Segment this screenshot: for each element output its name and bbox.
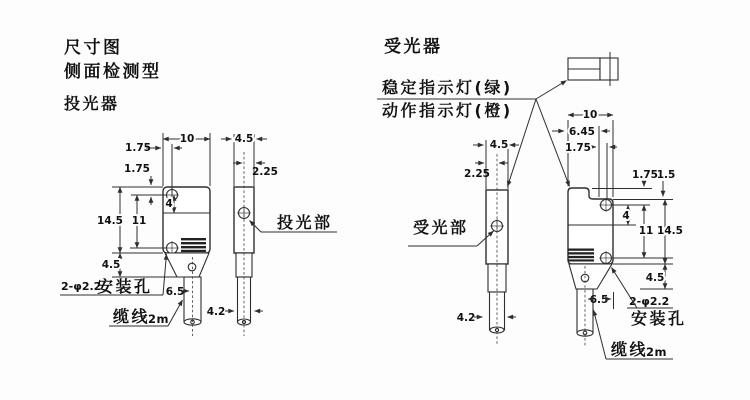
- dim-receiver-hole-spec: 2-φ2.2: [629, 295, 670, 308]
- dim-receiver-hole-pitch: 11: [638, 225, 654, 237]
- dim-receiver-step-height: 1.75: [632, 169, 658, 181]
- dim-emitter-cable-offset: 6.5: [165, 286, 185, 298]
- dim-receiver-notch-width: 6.45: [569, 126, 595, 138]
- receiver-mounting-hole-leader: [612, 268, 638, 309]
- dim-receiver-axis-offset: 4: [622, 210, 630, 222]
- dim-emitter-axis-offset: 4: [165, 198, 173, 210]
- label-emitter-cable-length: 2m: [148, 312, 169, 326]
- emitter-cable-leader: [168, 300, 183, 326]
- label-emitter-cable: 缆线: [113, 307, 151, 326]
- dim-receiver-tail-height: 4.5: [645, 272, 665, 284]
- dim-emitter-width: 10: [179, 133, 195, 145]
- label-stability-indicator: 稳定指示灯(绿): [382, 78, 513, 97]
- label-receiver-cable-length: 2m: [646, 345, 667, 359]
- label-receiver-cable: 缆线: [611, 340, 649, 359]
- title-emitter: 投光器: [64, 94, 120, 113]
- dim-emitter-side-width: 4.5: [234, 133, 254, 145]
- dim-emitter-hole-offset-x: 1.75: [125, 142, 151, 154]
- title-detection-type: 侧面检测型: [64, 62, 162, 82]
- label-receiver-lens: 受光部: [413, 218, 469, 237]
- label-operation-indicator: 动作指示灯(橙): [382, 101, 513, 120]
- dim-receiver-hole-offset-x: 1.75: [565, 142, 591, 154]
- emitter-gland-hole: [188, 263, 196, 271]
- receiver-cable-leader: [594, 310, 607, 359]
- dim-emitter-cable-dia: 4.2: [206, 306, 226, 318]
- dim-receiver-hole-offset-y: 1.5: [656, 169, 676, 181]
- dim-receiver-width: 10: [582, 109, 598, 121]
- dim-receiver-side-width: 4.5: [489, 139, 509, 151]
- label-receiver-mounting-hole: 安装孔: [631, 309, 687, 328]
- label-emitter-mounting-hole: 安装孔: [97, 277, 153, 296]
- dim-emitter-hole-offset-y: 1.75: [124, 163, 150, 175]
- emitter-cable-gland: [165, 253, 209, 277]
- title-dimension-drawing: 尺寸图: [64, 38, 123, 58]
- dim-receiver-cable-offset: 6.5: [589, 294, 609, 306]
- dim-receiver-height: 14.5: [657, 225, 683, 237]
- dim-emitter-center-offset: 2.25: [252, 166, 278, 178]
- dim-emitter-tail-height: 4.5: [101, 259, 121, 271]
- receiver-side-gland: [488, 264, 506, 292]
- dim-receiver-cable-dia: 4.2: [456, 312, 476, 324]
- dim-emitter-height: 14.5: [97, 215, 123, 227]
- title-receiver: 受光器: [384, 37, 443, 57]
- dim-receiver-center-offset: 2.25: [464, 168, 490, 180]
- emitter-side-view: [207, 133, 337, 336]
- label-emitter-lens: 投光部: [277, 213, 333, 232]
- indicator-detail-box: [568, 52, 618, 86]
- receiver-side-view: [408, 139, 519, 345]
- dim-emitter-hole-pitch: 11: [131, 215, 147, 227]
- receiver-cable-gland: [569, 264, 612, 289]
- dim-emitter-hole-spec: 2-φ2.2: [61, 280, 102, 293]
